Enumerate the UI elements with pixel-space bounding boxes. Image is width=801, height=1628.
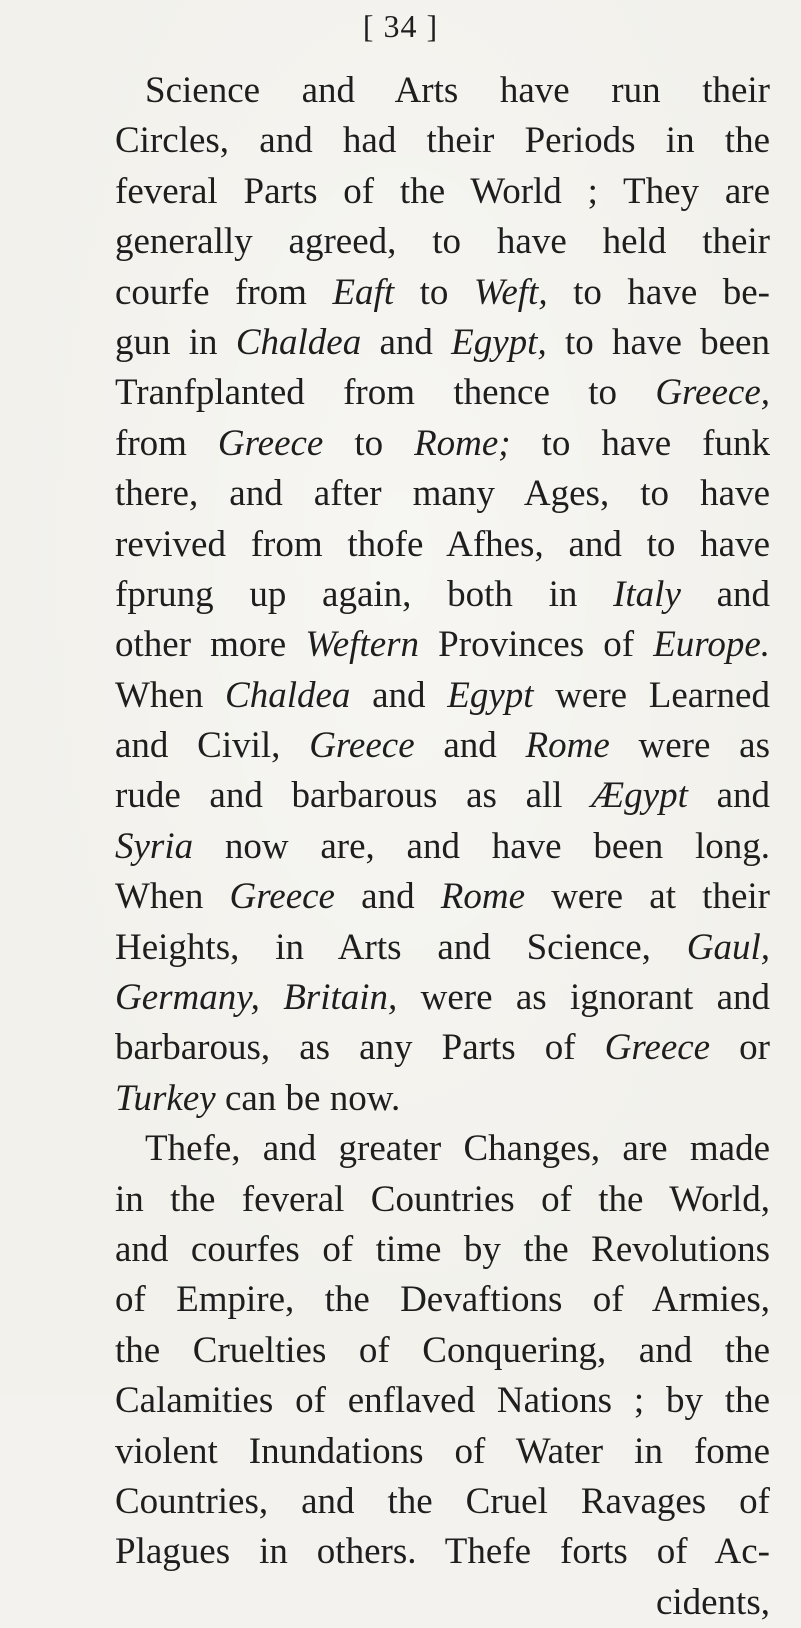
italic-text: Turkey (115, 1077, 216, 1119)
text-line (115, 66, 770, 116)
text-line (115, 419, 770, 469)
text-span: gun in (115, 321, 236, 363)
text-span: now are, and have been long. (193, 825, 770, 867)
text-line (115, 1124, 770, 1174)
text-span: Heights, in Arts and Science, (115, 926, 687, 968)
italic-text: Chaldea (235, 321, 362, 363)
italic-text: Rome; (414, 422, 511, 464)
text-span: revived from thofe Afhes, and to have (115, 523, 770, 565)
text-line (115, 1023, 770, 1073)
text-span: to have funk (510, 422, 770, 464)
text-span: Thefe, and greater Changes, are made (145, 1128, 770, 1170)
text-span: were as ignorant and (397, 977, 771, 1019)
text-span: of Empire, the Devaftions of Armies, (115, 1279, 770, 1321)
text-span: from (115, 422, 218, 464)
text-span: barbarous, as any Parts of (115, 1027, 605, 1069)
italic-text: Greece (229, 876, 335, 918)
text-line (115, 973, 770, 1023)
text-span: feveral Parts of the World ; They are (115, 170, 770, 212)
text-line (115, 167, 770, 217)
text-line (115, 1074, 770, 1124)
text-span: Science and Arts have run their (145, 70, 770, 111)
text-span: and Civil, (115, 725, 310, 767)
text-line (115, 1477, 770, 1527)
text-line (115, 520, 770, 570)
text-line (115, 1326, 770, 1376)
text-span: violent Inundations of Water in fome (115, 1430, 770, 1472)
text-span: cidents, (655, 1581, 770, 1623)
italic-text: Greece (604, 1027, 711, 1069)
text-span: and courfes of time by the Revolutions (115, 1228, 770, 1270)
italic-text: Ægypt (591, 775, 688, 817)
text-span: to (323, 422, 415, 464)
text-line (115, 268, 770, 318)
italic-text: Weft, (473, 271, 548, 313)
text-line (115, 872, 770, 922)
text-line (115, 217, 770, 267)
text-span: or (710, 1027, 771, 1069)
italic-text: Greece (309, 725, 415, 767)
text-span: can be now. (215, 1077, 401, 1119)
text-line (115, 368, 770, 418)
text-span: and (414, 725, 526, 767)
italic-text: Greece, (655, 372, 770, 414)
text-line (115, 570, 770, 620)
text-line (115, 923, 770, 973)
text-line (115, 1275, 770, 1325)
text-line (115, 1225, 770, 1275)
page-number: [ 34 ] (362, 8, 439, 44)
text-span: there, and after many Ages, to have (115, 473, 770, 515)
italic-text: Gaul, (686, 926, 770, 968)
text-span: Provinces of (419, 624, 654, 666)
text-line (115, 721, 770, 771)
text-span: and (680, 573, 770, 615)
text-line (115, 318, 770, 368)
text-span: and (350, 674, 448, 716)
text-span: Calamities of enflaved Nations ; by the (115, 1380, 770, 1422)
text-span: and (687, 775, 770, 817)
text-span: When (115, 674, 226, 716)
body-text (115, 66, 770, 1628)
text-span: and (334, 876, 441, 918)
text-line (115, 671, 770, 721)
italic-text: Eaft (332, 271, 395, 313)
text-span: to (394, 271, 474, 313)
italic-text: Europe. (653, 624, 770, 666)
text-span: were at their (525, 876, 770, 918)
italic-text: Weftern (305, 624, 420, 666)
text-line (115, 1175, 770, 1225)
text-line (115, 469, 770, 519)
text-span: Countries, and the Cruel Ravages of (115, 1480, 770, 1522)
italic-text: Germany, Britain, (115, 977, 398, 1019)
text-line (115, 620, 770, 670)
text-span: rude and barbarous as all (115, 775, 592, 817)
text-line (115, 1427, 770, 1477)
italic-text: Italy (613, 573, 681, 615)
text-line (115, 116, 770, 166)
text-span: When (115, 876, 230, 918)
italic-text: Egypt (447, 674, 534, 716)
italic-text: Greece (217, 422, 324, 464)
text-span: the Cruelties of Conquering, and the (115, 1329, 770, 1371)
text-span: other more (115, 624, 306, 666)
text-span: fprung up again, both in (115, 573, 614, 615)
text-line (115, 1527, 770, 1577)
text-line (115, 771, 770, 821)
italic-text: Egypt, (451, 321, 547, 363)
text-span: were Learned (533, 674, 770, 716)
text-line (115, 1578, 770, 1628)
italic-text: Rome (525, 725, 610, 767)
italic-text: Chaldea (225, 674, 351, 716)
text-span: were as (609, 725, 770, 767)
text-span: and (361, 321, 452, 363)
italic-text: Rome (440, 876, 526, 918)
text-span: Tranfplanted from thence to (115, 372, 656, 414)
text-span: Plagues in others. Thefe forts of Ac- (115, 1531, 770, 1573)
text-span: courfe from (115, 271, 333, 313)
italic-text: Syria (115, 825, 194, 867)
text-span: to have be- (547, 271, 770, 313)
text-span: to have been (546, 321, 770, 363)
text-span: Circles, and had their Periods in the (115, 120, 770, 162)
text-line (115, 822, 770, 872)
text-span: generally agreed, to have held their (115, 221, 770, 263)
text-span: in the feveral Countries of the World, (115, 1178, 770, 1220)
text-line (115, 1376, 770, 1426)
